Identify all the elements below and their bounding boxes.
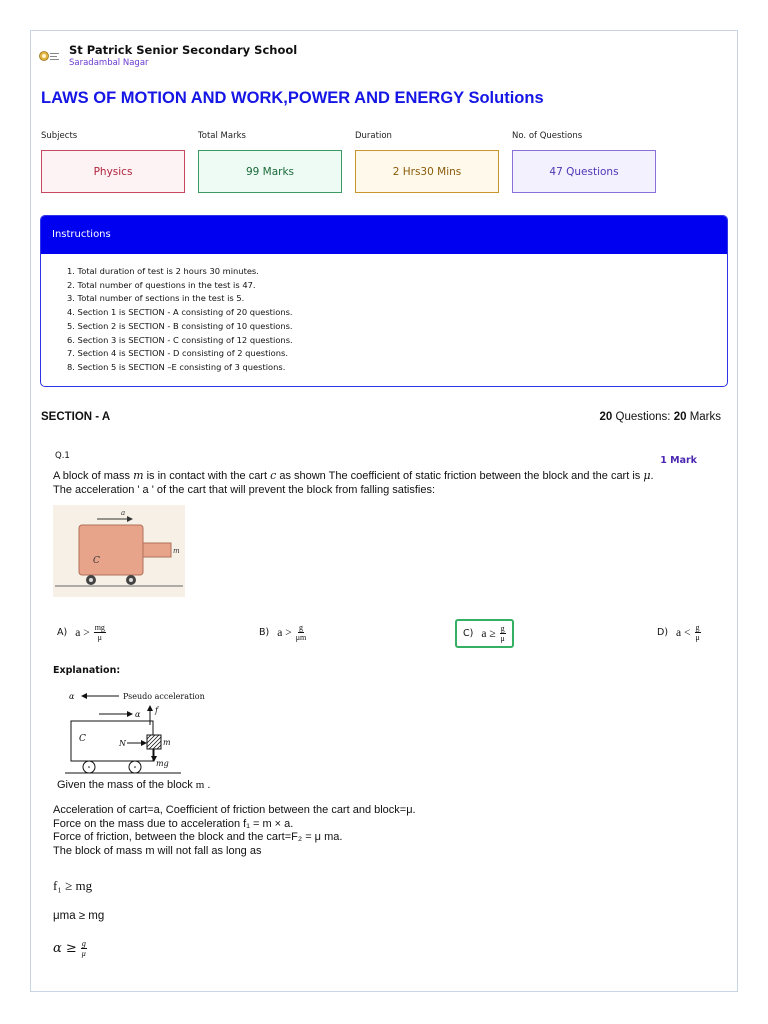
section-mark-count: 20 xyxy=(673,411,687,423)
equation-1: f₁ ≥ mg xyxy=(53,878,93,893)
section-marks-label: Marks xyxy=(689,411,721,423)
option-a[interactable] xyxy=(57,623,106,642)
option-b[interactable] xyxy=(259,623,306,642)
section-summary xyxy=(600,411,722,423)
question-text-part: A block of mass xyxy=(53,470,134,482)
option-a-label: A) xyxy=(57,627,68,638)
question-text-part: as shown The coefficient of static friction between the block and the cart is xyxy=(276,470,644,482)
instructions-panel xyxy=(40,215,728,387)
section-title: SECTION - A xyxy=(41,411,111,423)
diagram-label-m: m xyxy=(163,738,171,747)
school-name: St Patrick Senior Secondary School xyxy=(69,43,298,57)
explanation-line: Force on the mass due to acceleration f₁ = m × a. xyxy=(53,817,294,830)
num-questions-box: 47 Questions xyxy=(512,150,656,193)
explanation-line: Acceleration of cart=a, Coefficient of friction between the cart and block=μ. xyxy=(53,804,416,816)
option-d-lhs: a < xyxy=(676,626,691,639)
option-c-lhs: a ≥ xyxy=(481,627,496,640)
option-a-lhs: a > xyxy=(75,626,90,639)
option-b-numerator: g xyxy=(298,623,303,632)
equation-3 xyxy=(53,939,87,958)
subjects-box: Physics xyxy=(41,150,185,193)
diagram-label-n: N xyxy=(119,739,126,748)
option-c-label: C) xyxy=(463,628,474,639)
equation-2: μma ≥ mg xyxy=(53,910,105,922)
free-body-diagram xyxy=(53,683,213,779)
option-b-lhs: a > xyxy=(277,626,292,639)
mass-symbol: m xyxy=(133,469,144,482)
explanation-line: Force of friction, between the block and the cart=F₂ = μ ma. xyxy=(53,831,343,843)
solution-page xyxy=(30,30,738,992)
school-logo xyxy=(39,47,61,65)
duration-box: 2 Hrs30 Mins xyxy=(355,150,499,193)
cart-figure xyxy=(53,505,185,601)
subjects-label: Subjects xyxy=(41,131,78,141)
option-a-denominator: μ xyxy=(97,633,102,642)
instruction-item: 6. Section 3 is SECTION - C consisting of 12 questions. xyxy=(67,334,293,345)
instruction-item: 3. Total number of sections in the test is 5. xyxy=(67,293,245,304)
option-c-denominator: μ xyxy=(500,634,505,643)
option-d-label: D) xyxy=(657,627,669,638)
question-text-part: . xyxy=(650,470,654,482)
instruction-item: 1. Total duration of test is 2 hours 30 minutes. xyxy=(67,266,259,276)
num-questions-label: No. of Questions xyxy=(512,131,583,141)
question-text xyxy=(53,469,733,497)
total-marks-box: 99 Marks xyxy=(198,150,342,193)
section-questions-label: Questions: xyxy=(615,411,671,423)
diagram-label-alpha: α xyxy=(135,710,141,719)
explanation-given xyxy=(57,779,210,793)
instructions-heading: Instructions xyxy=(41,216,727,254)
diagram-label-mg: mg xyxy=(156,759,169,768)
school-place: Saradambal Nagar xyxy=(69,58,149,68)
school-header xyxy=(39,43,297,68)
option-d-denominator: μ xyxy=(695,633,700,642)
diagram-label-alpha-left: α xyxy=(69,692,75,701)
option-c[interactable] xyxy=(455,619,514,648)
cart-symbol: c xyxy=(270,469,277,482)
diagram-label-c: C xyxy=(79,734,86,744)
section-question-count: 20 xyxy=(599,411,613,423)
equation-3-denominator: μ xyxy=(81,949,86,958)
figure-label-a: a xyxy=(121,509,126,517)
instructions-list xyxy=(41,254,727,375)
question-text-part: is in contact with the cart xyxy=(143,470,271,482)
option-b-denominator: μm xyxy=(295,633,307,642)
diagram-label-f: f xyxy=(155,706,158,715)
option-c-numerator: g xyxy=(500,624,505,633)
question-line-1 xyxy=(53,469,733,483)
option-d-numerator: g xyxy=(695,623,700,632)
option-d[interactable] xyxy=(657,623,701,642)
option-b-label: B) xyxy=(259,627,270,638)
instruction-item: 4. Section 1 is SECTION - A consisting of 20 questions. xyxy=(67,307,293,318)
diagram-label-pseudo: Pseudo acceleration xyxy=(123,692,205,701)
explanation-line: The block of mass m will not fall as long as xyxy=(53,844,262,857)
given-text-end: . xyxy=(204,779,211,791)
equation-3-lhs: α ≥ xyxy=(53,941,77,956)
explanation-title: Explanation: xyxy=(53,665,121,676)
given-text: Given the mass of the block xyxy=(57,779,196,791)
question-mark: 1 Mark xyxy=(660,455,697,466)
given-mass-symbol: m xyxy=(195,779,205,791)
question-number: Q.1 xyxy=(55,451,70,461)
figure-label-m: m xyxy=(173,547,180,555)
total-marks-label: Total Marks xyxy=(198,131,246,141)
explanation-text xyxy=(53,804,416,858)
page-title: LAWS OF MOTION AND WORK,POWER AND ENERGY Solutions xyxy=(41,89,544,107)
figure-label-c: C xyxy=(93,556,100,566)
instruction-item: 7. Section 4 is SECTION - D consisting of 2 questions. xyxy=(67,348,288,359)
mu-symbol: μ xyxy=(643,469,651,482)
option-a-numerator: mg xyxy=(94,623,105,632)
instruction-item: 5. Section 2 is SECTION - B consisting of 10 questions. xyxy=(67,320,293,331)
question-line-2: The acceleration ' a ' of the cart that will prevent the block from falling satisfies: xyxy=(53,484,436,496)
duration-label: Duration xyxy=(355,131,392,141)
instruction-item: 8. Section 5 is SECTION –E consisting of 3 questions. xyxy=(67,361,286,372)
equation-3-numerator: g xyxy=(81,939,86,948)
instruction-item: 2. Total number of questions in the test is 47. xyxy=(67,279,256,290)
